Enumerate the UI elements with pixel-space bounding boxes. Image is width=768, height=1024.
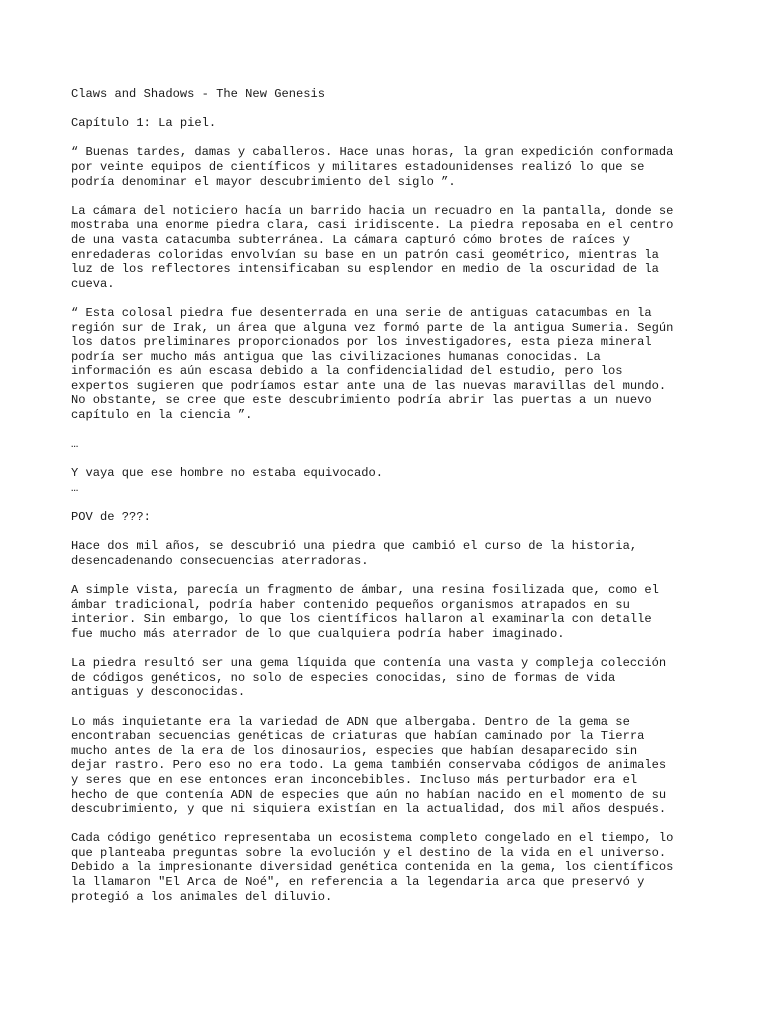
paragraph: “ Buenas tardes, damas y caballeros. Hace unas horas, la gran expedición conformada por veinte equipos de científicos y militares estadounidenses realizó lo que se podría denominar el mayor descubrimiento del siglo ”. [71,145,674,189]
document-title: Claws and Shadows - The New Genesis [71,87,326,101]
paragraph: La piedra resultó ser una gema líquida que contenía una vasta y compleja colección de códigos genéticos, no solo de especies conocidas, sino de formas de vida antiguas y desconocidas. [71,656,667,700]
ellipsis-separator: … [71,437,79,452]
paragraph: Hace dos mil años, se descubrió una piedra que cambió el curso de la historia, desencadenando consecuencias aterradoras. [71,539,638,568]
chapter-heading: Capítulo 1: La piel. [71,116,217,131]
paragraph: A simple vista, parecía un fragmento de ámbar, una resina fosilizada que, como el ámbar tradicional, podría haber contenido pequeños organismos atrapados en su interior. Sin embargo, lo que los científicos hallaron al examinarla con detalle fue mucho más aterrador de lo que cualquiera podría haber imaginado. [71,583,659,641]
paragraph: Lo más inquietante era la variedad de ADN que albergaba. Dentro de la gema se encontraban secuencias genéticas de criaturas que habían caminado por la Tierra mucho antes de la era de los dinosaurios, especies que habían desaparecido sin dejar rastro. Pero eso no era todo. La gema también conservaba códigos de animales y seres que en ese entonces eran inconcebibles. Incluso más perturbador era el hecho de que contenía ADN de especies que aún no habían nacido en el momento de su descubrimiento, y que ni siquiera existían en la actualidad, dos mil años después. [71,714,667,817]
pov-heading: POV de ???: [71,510,151,525]
document-body [71,87,711,919]
paragraph: La cámara del noticiero hacía un barrido hacia un recuadro en la pantalla, donde se mostraba una enorme piedra clara, casi iridiscente. La piedra reposaba en el centro de una vasta catacumba subterránea. La cámara capturó cómo brotes de raíces y enredaderas coloridas envolvían su base en un patrón casi geométrico, mientras la luz de los reflectores intensificaban su esplendor en medio de la oscuridad de la cueva. [71,203,674,291]
paragraph: Y vaya que ese hombre no estaba equivocado. … [71,466,384,496]
paragraph: “ Esta colosal piedra fue desenterrada en una serie de antiguas catacumbas en la región sur de Irak, un área que alguna vez formó parte de la antigua Sumeria. Según los datos preliminares proporcionados por los investigadores, esta pieza mineral podría ser mucho más antigua que las civilizaciones humanas conocidas. La información es aún escasa debido a la confidencialidad del estudio, pero los expertos sugieren que podríamos estar ante una de las nuevas maravillas del mundo. No obstante, se cree que este descubrimiento podría abrir las puertas a un nuevo capítulo en la ciencia ”. [71,305,674,423]
paragraph: Cada código genético representaba un ecosistema completo congelado en el tiempo, lo que planteaba preguntas sobre la evolución y el destino de la vida en el universo. Debido a la impresionante diversidad genética contenida en la gema, los científicos la llamaron "El Arca de Noé", en referencia a la legendaria arca que preservó y protegió a los animales del diluvio. [71,831,674,904]
